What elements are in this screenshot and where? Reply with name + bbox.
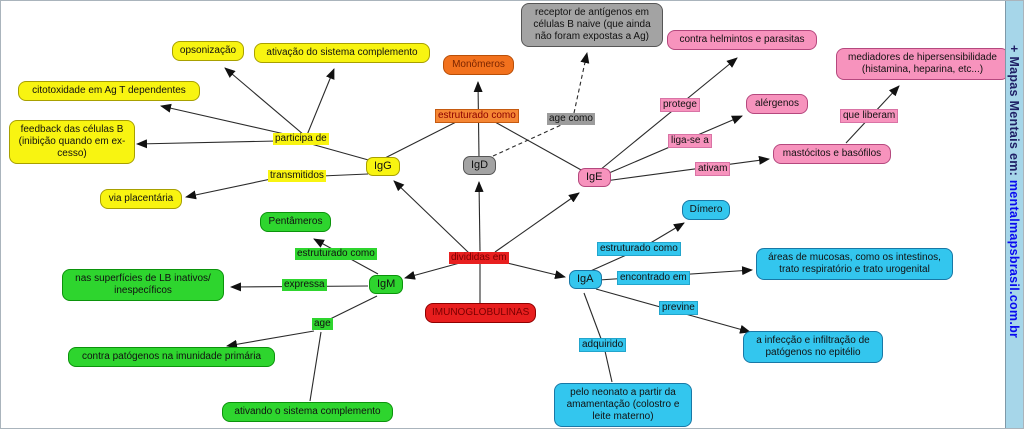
node-iga: IgA: [569, 270, 602, 289]
node-citotoxidade: citotoxidade em Ag T dependentes: [18, 81, 200, 101]
node-contra-helmintos: contra helmintos e parasitas: [667, 30, 817, 50]
watermark-bar: [1005, 1, 1023, 429]
node-dimero: Dímero: [682, 200, 730, 220]
node-igg: IgG: [366, 157, 400, 176]
node-imunoglobulinas-root: IMUNOGLOBULINAS: [425, 303, 536, 323]
node-ativando-complemento: ativando o sistema complemento: [222, 402, 393, 422]
node-igm: IgM: [369, 275, 403, 294]
node-mediadores-hipersensibilidade: mediadores de hipersensibilidade (histamina, heparina, etc...): [836, 48, 1009, 80]
edge-label-divididas-em: divididas em: [451, 252, 507, 263]
edge-label-protege: protege: [660, 98, 700, 112]
watermark-link[interactable]: mentalmapsbrasil.com.br: [1007, 179, 1021, 339]
edge-label-participa-de: participa de: [275, 133, 327, 144]
node-igd: IgD: [463, 156, 496, 175]
edge-label-adquirido: adquirido: [579, 338, 626, 352]
edge-label-liga-se-a: liga-se a: [668, 134, 712, 148]
node-pelo-neonato: pelo neonato a partir da amamentação (colostro e leite materno): [554, 383, 692, 427]
node-mastocitos-basofilos: mastócitos e basófilos: [773, 144, 891, 164]
edge-label-encontrado-em: encontrado em: [617, 271, 690, 285]
edge-label-transmitidos: transmitidos: [270, 170, 324, 181]
node-contra-patogenos: contra patógenos na imunidade primária: [68, 347, 275, 367]
node-monomeros: Monômeros: [443, 55, 514, 75]
edge-label-age: age: [314, 318, 331, 329]
node-ige: IgE: [578, 168, 611, 187]
edge-label-expressa: expressa: [284, 279, 325, 290]
node-areas-mucosas: áreas de mucosas, como os intestinos, trato respiratório e trato urogenital: [756, 248, 953, 280]
edge-label-age-como: age como: [549, 113, 593, 124]
node-via-placentaria: via placentária: [100, 189, 182, 209]
edge-label-estruturado-como-igm: estruturado como: [297, 248, 375, 259]
watermark-text: [1006, 1, 1021, 338]
edge-label-que-liberam: que liberam: [840, 109, 898, 123]
edge-label-previne: previne: [659, 301, 698, 315]
node-superficies-lb: nas superfícies de LB inativos/ inespecíficos: [62, 269, 224, 301]
node-opsonizacao: opsonização: [172, 41, 244, 61]
node-feedback-celulas-b: feedback das células B (inibição quando em ex- cesso): [9, 120, 135, 164]
node-pentameros: Pentâmeros: [260, 212, 331, 232]
watermark-prefix: + Mapas Mentais em:: [1007, 45, 1021, 180]
edge-label-estruturado-como-monomeros: estruturado como: [435, 109, 519, 123]
node-infeccao-epitelio: a infecção e infiltração de patógenos no epitélio: [743, 331, 883, 363]
edge-label-ativam: ativam: [695, 162, 730, 176]
node-receptor-antigenos: receptor de antígenos em células B naive (que ainda não foram expostas a Ag): [521, 3, 663, 47]
edge-label-estruturado-como-iga: estruturado como: [597, 242, 681, 256]
node-alergenos: alérgenos: [746, 94, 808, 114]
node-ativacao-complemento: ativação do sistema complemento: [254, 43, 430, 63]
